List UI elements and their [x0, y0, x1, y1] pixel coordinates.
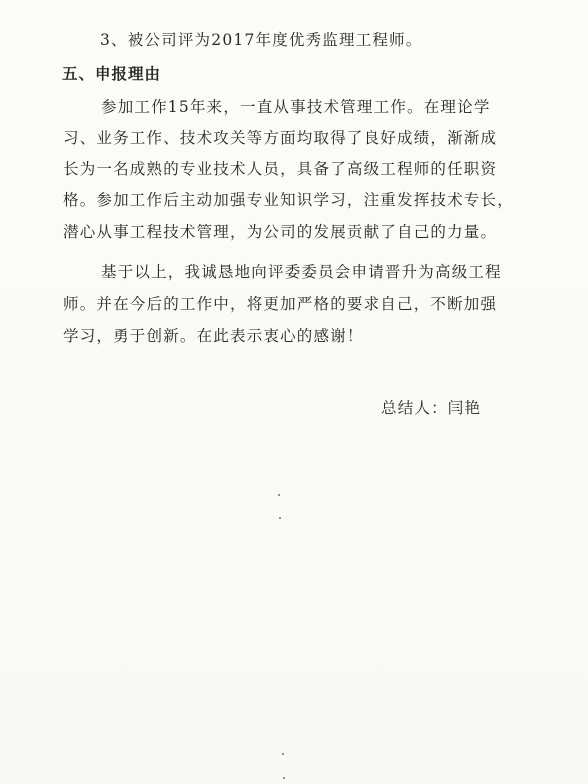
list-item-3: 3、被公司评为2017年度优秀监理工程师。	[100, 31, 423, 49]
paragraph-line: 格。参加工作后主动加强专业知识学习，注重发挥技术专长，	[63, 191, 514, 209]
scan-speck	[283, 777, 285, 779]
scan-speck	[278, 494, 280, 496]
paragraph-line: 参加工作15年来，一直从事技术管理工作。在理论学	[101, 98, 491, 116]
paragraph-line: 基于以上，我诚恳地向评委委员会申请晋升为高级工程	[101, 263, 502, 281]
paragraph-line: 潜心从事工程技术管理，为公司的发展贡献了自己的力量。	[63, 223, 498, 241]
section-heading-5: 五、申报理由	[62, 65, 162, 83]
scan-speck	[279, 517, 281, 519]
paragraph-line: 学习，勇于创新。在此表示衷心的感谢！	[63, 327, 364, 345]
paragraph-line: 长为一名成熟的专业技术人员，具备了高级工程师的任职资	[63, 160, 498, 178]
scan-speck	[282, 753, 284, 755]
paragraph-line: 习、业务工作、技术攻关等方面均取得了良好成绩，渐渐成	[63, 129, 498, 147]
signature: 总结人：闫艳	[381, 399, 482, 417]
paragraph-line: 师。并在今后的工作中，将更加严格的要求自己，不断加强	[63, 295, 498, 313]
